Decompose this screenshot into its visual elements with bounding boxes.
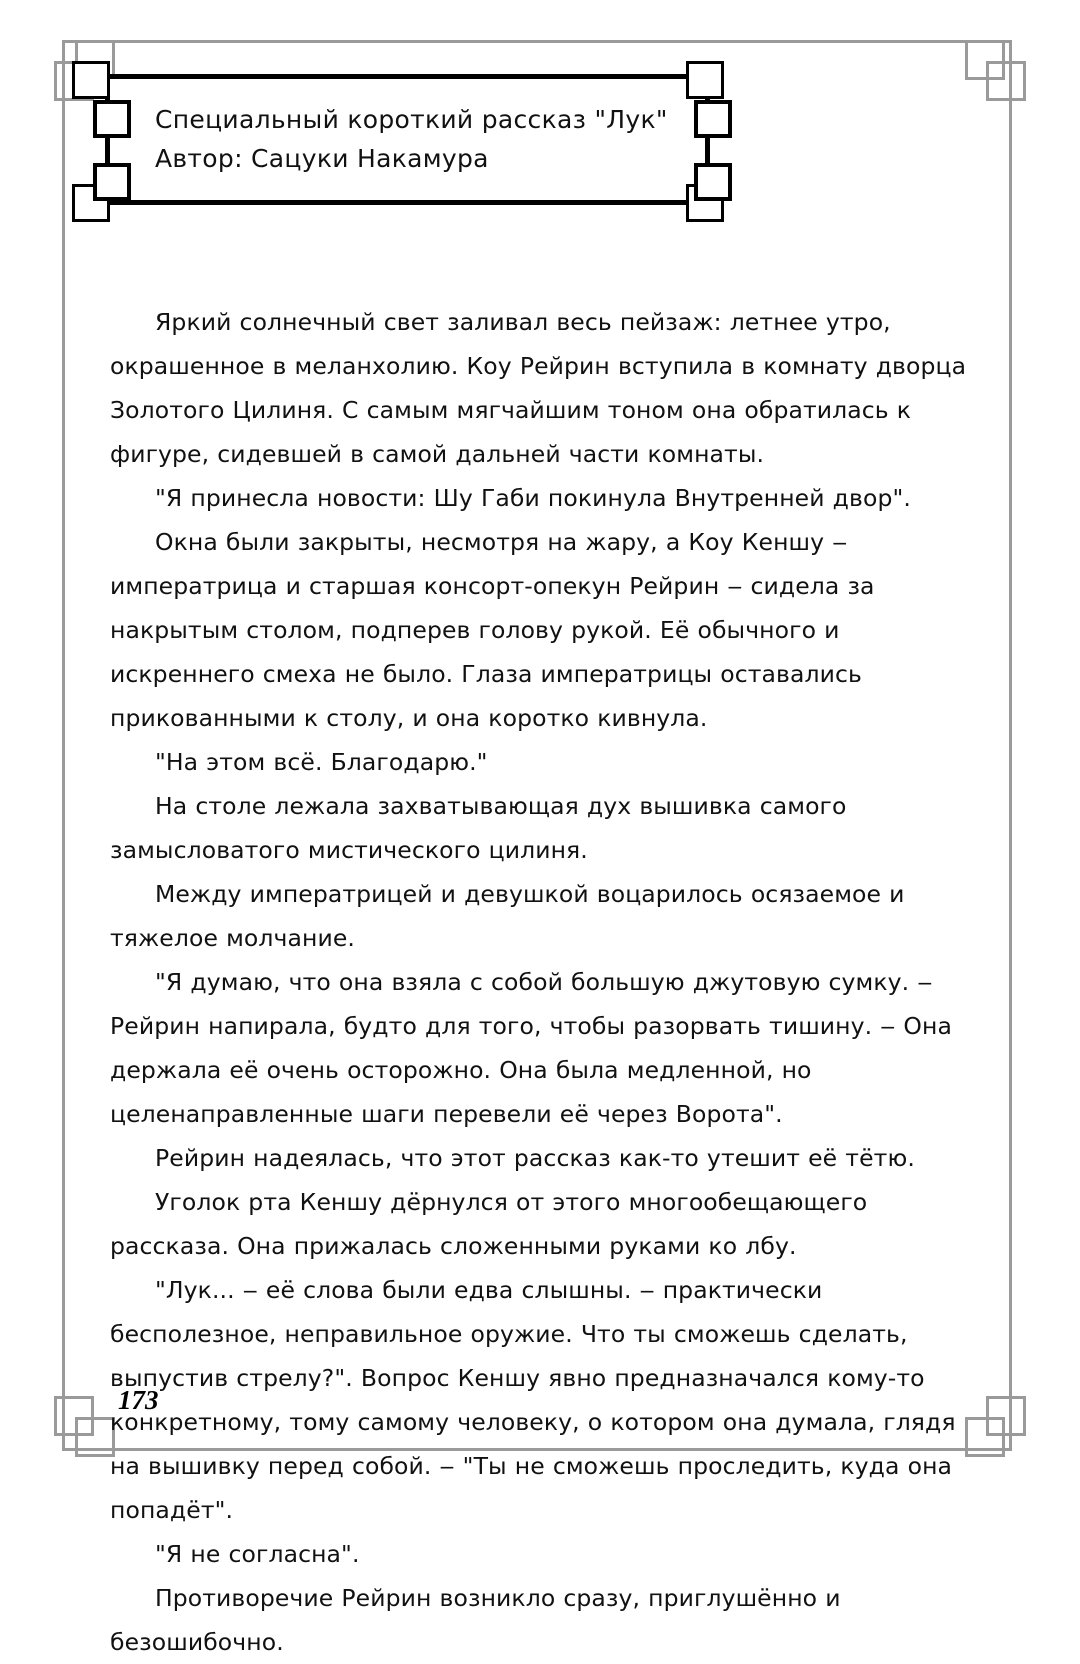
paragraph: "Я принесла новости: Шу Габи покинула Внутренней двор". xyxy=(155,484,911,512)
paragraph: "На этом всё. Благодарю." xyxy=(155,748,488,776)
page-frame-left-rule xyxy=(62,40,65,1451)
story-title: Специальный короткий рассказ "Лук" xyxy=(155,105,668,134)
paragraph: "Я думаю, что она взяла с собой большую джутовую сумку. ‒ Рейрин напирала, будто для того, чтобы разорвать тишину. ‒ Она держала её очень осторожно. Она была медленной, но целенаправленные шаги перевели её через Ворота". xyxy=(110,968,952,1128)
paragraph: "Я не согласна". xyxy=(155,1540,360,1568)
paragraph: На столе лежала захватывающая дух вышивка самого замысловатого мистического цилиня. xyxy=(110,792,847,864)
paragraph: Яркий солнечный свет заливал весь пейзаж: летнее утро, окрашенное в меланхолию. Коу Рейрин вступила в комнату дворца Золотого Цилиня. С самым мягчайшим тоном она обратилась к фигуре, сидевшей в самой дальней части комнаты. xyxy=(110,308,967,468)
cartouche-square-inner-top-left xyxy=(93,100,131,138)
page-frame-top-rule xyxy=(62,40,1012,43)
paragraph: Уголок рта Кеншу дёрнулся от этого многообещающего рассказа. Она прижалась сложенными руками ко лбу. xyxy=(110,1188,868,1260)
paragraph: "Лук... ‒ её слова были едва слышны. ‒ практически бесполезное, неправильное оружие. Что ты сможешь сделать, выпустив стрелу?". Вопрос Кеншу явно предназначался кому-то конкретному, тому самому человеку, о котором она думала, глядя на вышивку перед собой. ‒ "Ты не сможешь проследить, куда она попадёт". xyxy=(110,1276,956,1524)
story-author: Автор: Сацуки Накамура xyxy=(155,144,489,173)
page-frame-right-rule xyxy=(1009,40,1012,1451)
paragraph: Между императрицей и девушкой воцарилось осязаемое и тяжелое молчание. xyxy=(110,880,905,952)
frame-corner-square-bottom-left-outer xyxy=(75,1417,115,1457)
cartouche-square-inner-bottom-left xyxy=(93,163,131,201)
page-number: 173 xyxy=(118,1385,159,1415)
paragraph: Противоречие Рейрин возникло сразу, приглушённо и безошибочно. xyxy=(110,1584,841,1656)
cartouche-square-inner-top-right xyxy=(694,100,732,138)
paragraph: Рейрин надеялась, что этот рассказ как-то утешит её тётю. xyxy=(155,1144,915,1172)
cartouche-square-outer-top-left xyxy=(72,61,110,99)
cartouche-square-inner-bottom-right xyxy=(694,163,732,201)
frame-corner-square-top-right-outer xyxy=(965,40,1005,80)
paragraph: Окна были закрыты, несмотря на жару, а Коу Кеншу ‒ императрица и старшая консорт-опекун Рейрин ‒ сидела за накрытым столом, подперев голову рукой. Её обычного и искреннего смеха не было. Глаза императрицы оставались прикованными к столу, и она коротко кивнула. xyxy=(110,528,875,732)
story-body xyxy=(110,300,982,1664)
cartouche-square-outer-top-right xyxy=(686,61,724,99)
title-block xyxy=(155,100,675,178)
